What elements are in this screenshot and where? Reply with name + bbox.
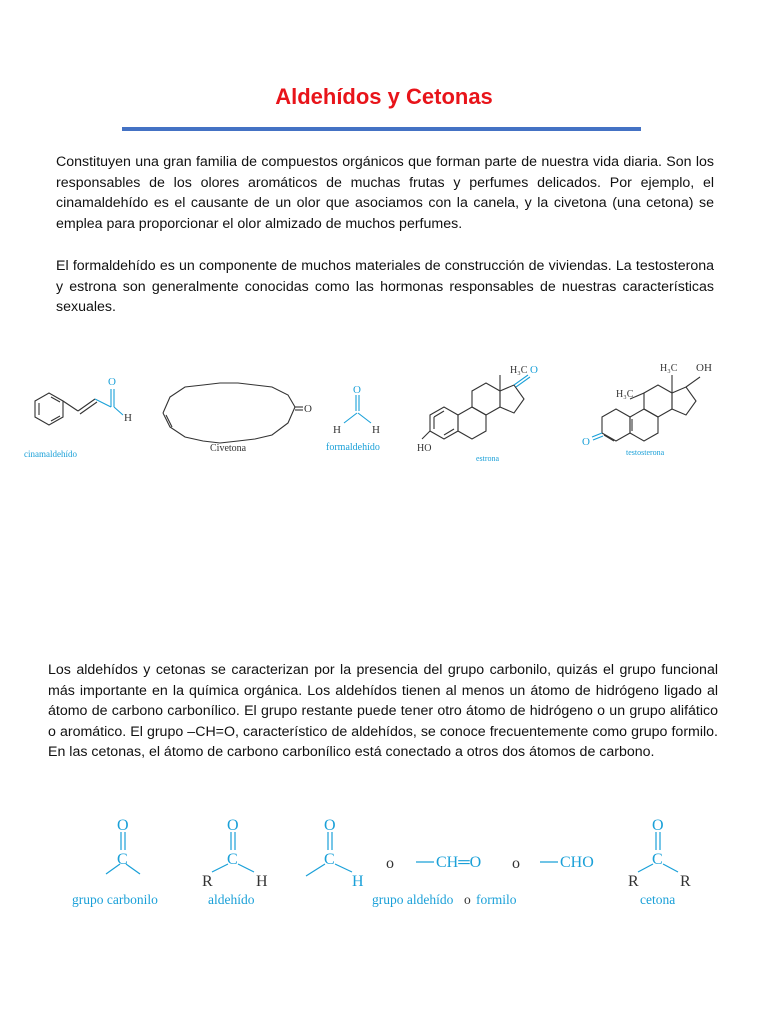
testosterona-oh-label: OH	[696, 362, 712, 374]
formilo-separator-1: o	[386, 855, 394, 872]
formilo-o-label: O	[324, 817, 336, 834]
cinamaldehido-o-label: O	[108, 376, 116, 388]
aldehido-h-label: H	[256, 873, 268, 890]
formilo-separator-2: o	[512, 855, 520, 872]
formilo-c-label: C	[324, 851, 335, 868]
civetona-o-label: O	[304, 403, 312, 415]
formilo-caption-a: grupo aldehído	[372, 892, 454, 907]
testosterona-o-label: O	[582, 436, 590, 448]
carbonilo-o-label: O	[117, 817, 129, 834]
aldehido-o-label: O	[227, 817, 239, 834]
formilo-cho-label: CHO	[560, 854, 594, 871]
functional-groups-figure	[66, 812, 706, 912]
cetona-c-label: C	[652, 851, 663, 868]
formaldehido-h1-label: H	[333, 424, 341, 436]
formilo-h-label: H	[352, 873, 364, 890]
cetona-r1-label: R	[628, 873, 639, 890]
formilo-ch-o-label: CH═O	[436, 854, 482, 871]
cetona-o-label: O	[652, 817, 664, 834]
carbonilo-caption: grupo carbonilo	[72, 892, 158, 907]
title-underline	[122, 127, 641, 131]
cetona-caption: cetona	[640, 892, 676, 907]
aldehido-r-label: R	[202, 873, 213, 890]
cinamaldehido-structure	[35, 389, 123, 425]
molecules-figure	[20, 355, 748, 470]
aldehido-c-label: C	[227, 851, 238, 868]
cinamaldehido-h-label: H	[124, 412, 132, 424]
page-title: Aldehídos y Cetonas	[275, 84, 493, 109]
testosterona-ch3a-label: H₃C	[660, 363, 678, 374]
estrona-ch3-label: H₃C	[510, 365, 528, 376]
formaldehido-structure	[344, 395, 371, 423]
carbonilo-c-label: C	[117, 851, 128, 868]
formilo-caption-b: formilo	[476, 892, 517, 907]
civetona-caption: Civetona	[210, 443, 247, 454]
cinamaldehido-caption: cinamaldehído	[24, 449, 77, 459]
formaldehido-o-label: O	[353, 384, 361, 396]
testosterona-ch3b-label: H₃C	[616, 389, 634, 400]
formaldehido-caption: formaldehído	[326, 442, 380, 453]
estrona-ho-label: HO	[417, 443, 432, 454]
testosterona-caption: testosterona	[626, 448, 665, 457]
aldehido-caption: aldehído	[208, 892, 255, 907]
cetona-r2-label: R	[680, 873, 691, 890]
paragraph-intro: Constituyen una gran familia de compuestos orgánicos que forman parte de nuestra vida diaria. Son los responsables de los olores aromáticos de muchas frutas y perfumes delicados. Por ejemplo, el cinamaldehído es el causante de un olor que asociamos con la canela, y la civetona (una cetona) se emplea para proporcionar el olor almizado de muchos perfumes.	[56, 154, 714, 232]
estrona-o-label: O	[530, 364, 538, 376]
formilo-structure	[306, 832, 558, 876]
testosterona-structure	[592, 375, 700, 441]
estrona-structure	[422, 375, 530, 439]
paragraph-formaldehyde: El formaldehído es un componente de muchos materiales de construcción de viviendas. La testosterona y estrona son generalmente conocidas como las hormonas responsables de nuestras características sexuales.	[56, 258, 714, 316]
formaldehido-h2-label: H	[372, 424, 380, 436]
estrona-caption: estrona	[476, 454, 500, 463]
formilo-caption-o: o	[464, 892, 471, 907]
paragraph-carbonyl: Los aldehídos y cetonas se caracterizan por la presencia del grupo carbonilo, quizás el grupo funcional más importante en la química orgánica. Los aldehídos tienen al menos un átomo de hidrógeno ligado al átomo de carbono carbonílico. El grupo restante puede tener otro átomo de hidrógeno o un grupo alifático o aromático. El grupo –CH=O, característico de aldehídos, se conoce frecuentemente como grupo formilo. En las cetonas, el átomo de carbono carbonílico está conectado a otros dos átomos de carbono.	[48, 662, 718, 761]
civetona-structure	[163, 383, 303, 443]
